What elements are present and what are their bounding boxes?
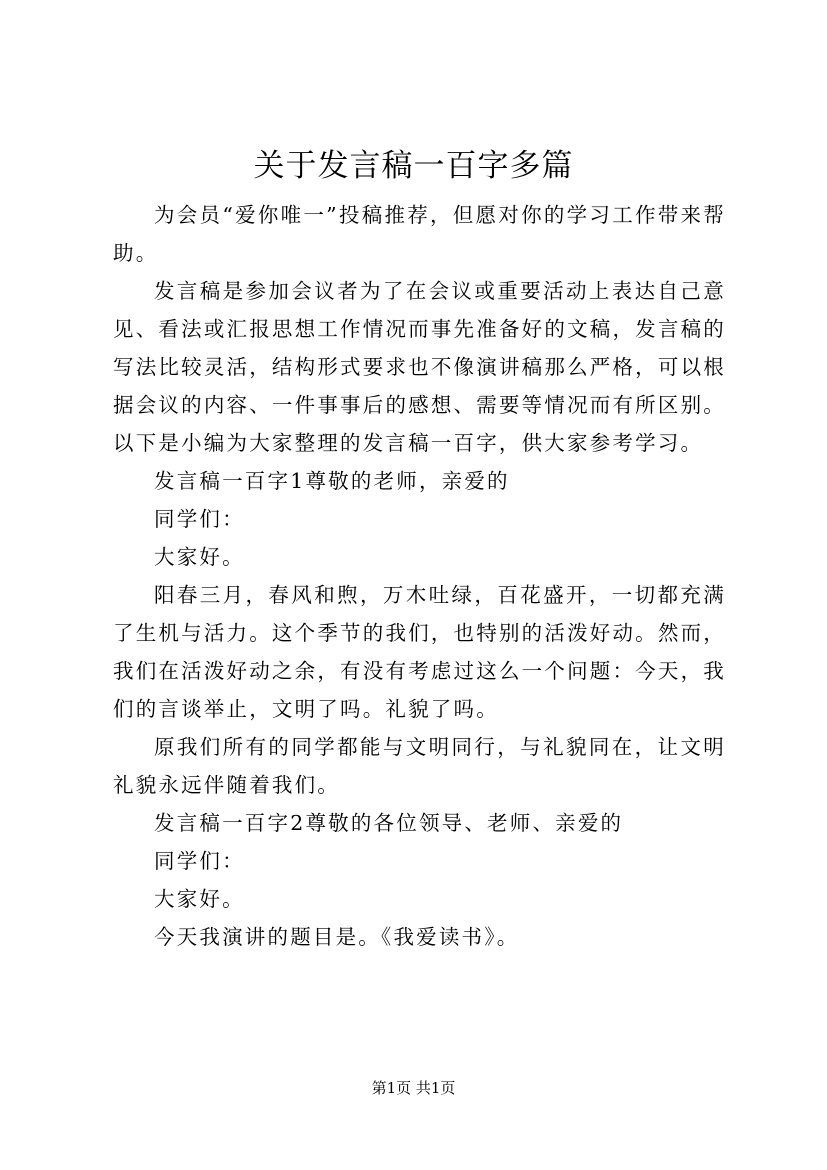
- paragraph: 原我们所有的同学都能与文明同行，与礼貌同在，让文明礼貌永远伴随着我们。: [113, 735, 726, 797]
- page-number-label: 第1页 共1页: [371, 1079, 456, 1097]
- paragraph: 同学们：: [154, 849, 245, 873]
- document-body: [113, 196, 726, 956]
- paragraph: 大家好。: [154, 887, 245, 911]
- paragraph: 发言稿一百字1尊敬的老师，亲爱的: [154, 469, 510, 493]
- paragraph: 为会员“爱你唯一”投稿推荐，但愿对你的学习工作带来帮助。: [113, 203, 726, 265]
- document-title: 关于发言稿一百字多篇: [253, 148, 574, 184]
- paragraph: 阳春三月，春风和煦，万木吐绿，百花盛开，一切都充满了生机与活力。这个季节的我们，也特别的活泼好动。然而，我们在活泼好动之余，有没有考虑过这么一个问题：今天，我们的言谈举止，文明了吗。礼貌了吗。: [113, 583, 726, 721]
- paragraph: 大家好。: [154, 545, 245, 569]
- page-footer: [0, 1078, 827, 1098]
- paragraph: 发言稿一百字2尊敬的各位领导、老师、亲爱的: [154, 811, 624, 835]
- paragraph: 同学们：: [154, 507, 245, 531]
- paragraph: 发言稿是参加会议者为了在会议或重要活动上表达自己意见、看法或汇报思想工作情况而事先准备好的文稿，发言稿的写法比较灵活，结构形式要求也不像演讲稿那么严格，可以根据会议的内容、一件事事后的感想、需要等情况而有所区别。以下是小编为大家整理的发言稿一百字，供大家参考学习。: [113, 279, 726, 455]
- paragraph: 今天我演讲的题目是。《我爱读书》。: [154, 925, 520, 949]
